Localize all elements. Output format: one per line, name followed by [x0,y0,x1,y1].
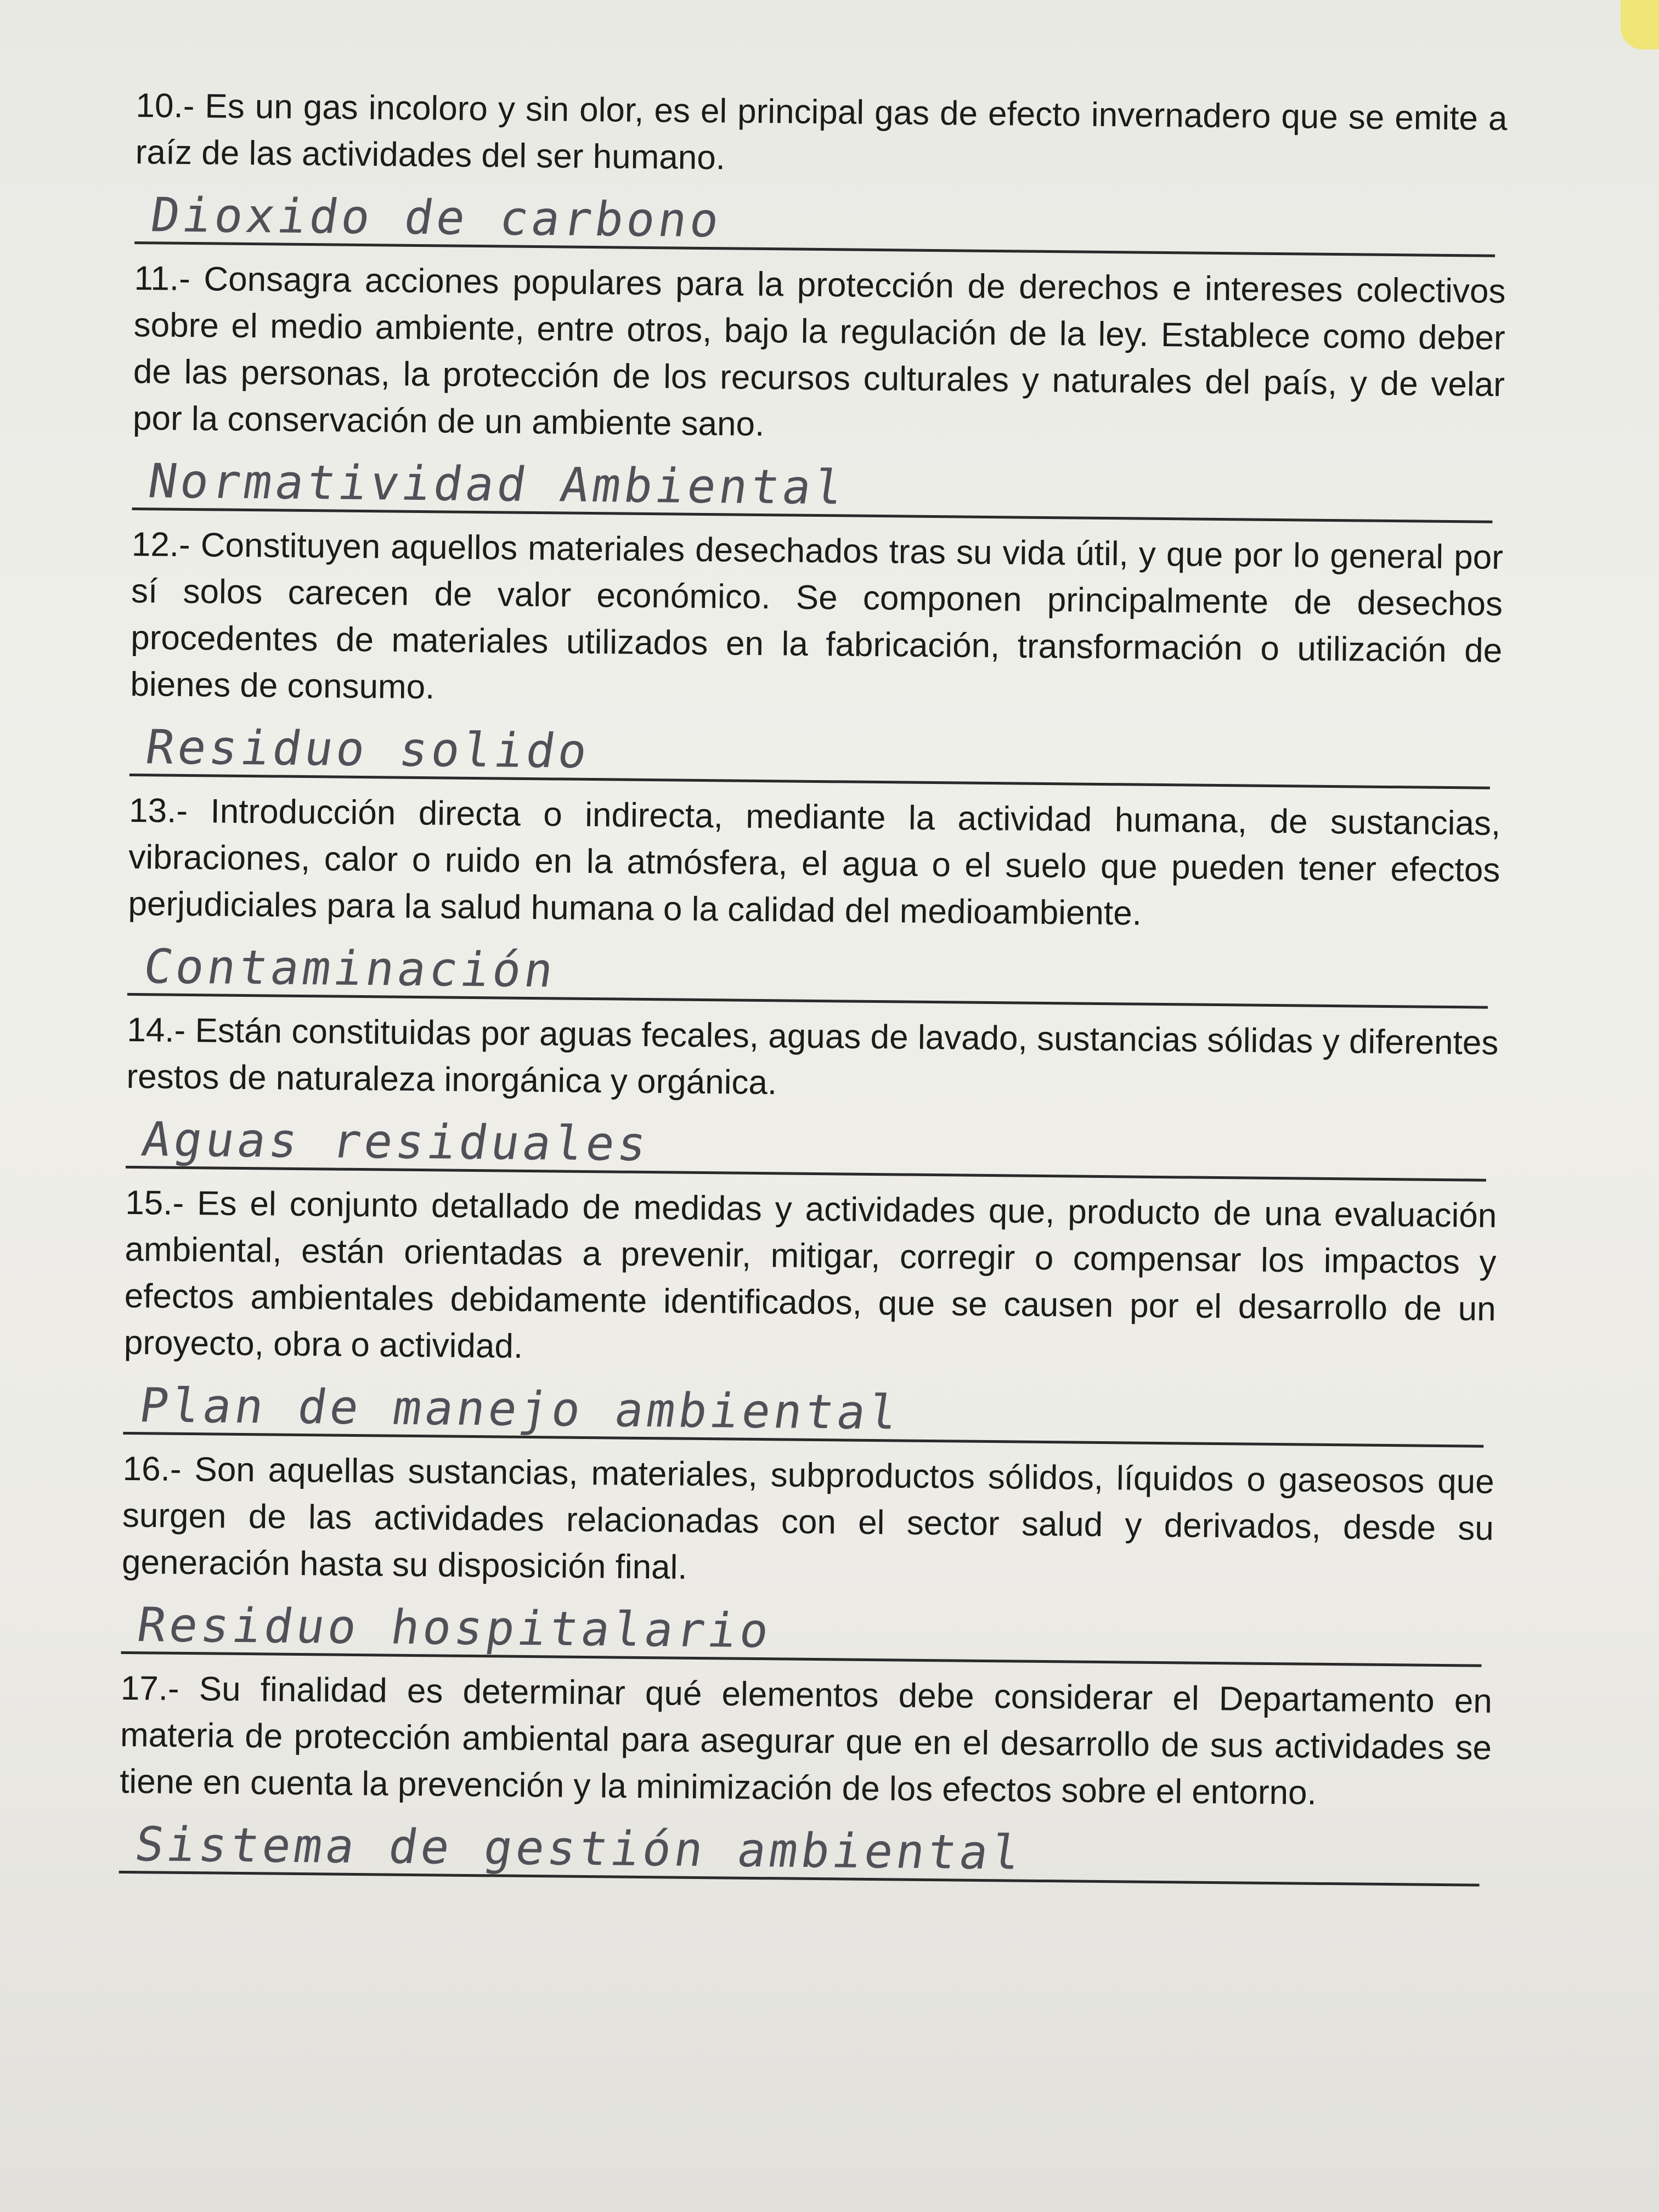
handwritten-answer: Aguas residuales [138,1112,654,1172]
answer-line [127,927,1488,1009]
question-11 [132,255,1506,523]
sticky-note-corner [1621,0,1659,49]
question-text: 12.- Constituyen aquellos materiales desechados tras su vida útil, y que por lo general por sí solos carecen de valor económico. Se componen principalmente de desechos procedentes de materiales utilizados en la fabricación, transformación o utilización de bienes de consumo. [130,525,1504,707]
handwritten-answer: Plan de manejo ambiental [136,1378,905,1441]
question-text: 14.- Están constituidas por aguas fecales, aguas de lavado, sustancias sólidas y diferentes restos de naturaleza inorgánica y orgánica. [126,1011,1499,1102]
answer-line [123,1366,1484,1448]
question-list [119,82,1507,1898]
handwritten-answer: Dioxido de carbono [147,188,726,249]
handwritten-answer: Residuo solido [142,720,594,779]
question-text: 10.- Es un gas incoloro y sin olor, es el principal gas de efecto invernadero que se emite a raíz de las actividades del ser humano. [135,86,1508,177]
question-text: 16.- Son aquellas sustancias, materiales, subproductos sólidos, líquidos o gaseosos que surgen de las actividades relacionadas con el sector salud y derivados, desde su generación hasta su disposición final. [121,1449,1494,1587]
question-text: 17.- Su finalidad es determinar qué elementos debe considerar el Departamento en materia de protección ambiental para asegurar que en el desarrollo de sus actividades se tiene en cuenta la prevención y la minimización de los efectos sobre el entorno. [119,1669,1493,1812]
answer-line [126,1100,1487,1182]
answer-line [129,708,1491,789]
handwritten-answer: Residuo hospitalario [133,1598,776,1659]
question-13 [127,787,1501,1009]
question-text: 11.- Consagra acciones populares para la protección de derechos e intereses colectivos sobre el medio ambiente, entre otros, bajo la regulación de la ley. Establece como deber de las personas, la protección de los recursos culturales y naturales del país, y de velar por la conservación de un ambiente sano. [132,259,1506,444]
answer-line [121,1585,1482,1667]
question-14 [126,1007,1499,1182]
question-10 [134,82,1508,257]
question-17 [119,1665,1493,1887]
question-text: 15.- Es el conjunto detallado de medidas y actividades que, producto de una evaluación ambiental, están orientadas a prevenir, mitigar, corregir o compensar los impactos y efectos ambientales debidamente identificados, que se causen por el desarrollo de un proyecto, obra o actividad. [123,1183,1497,1365]
answer-line [119,1805,1480,1887]
handwritten-answer: Normatividad Ambiental [144,454,850,516]
question-text: 13.- Introducción directa o indirecta, mediante la actividad humana, de sustancias, vibraciones, calor o ruido en la atmósfera, el agua o el suelo que pueden tener efectos perjudiciales para la salud humana o la calidad del medioambiente. [128,791,1501,933]
answer-line [132,442,1493,523]
handwritten-answer: Contaminación [140,939,561,998]
answer-line [134,176,1496,257]
question-15 [123,1180,1497,1448]
handwritten-answer: Sistema de gestión ambiental [131,1817,1028,1881]
question-12 [129,521,1503,789]
question-16 [121,1446,1494,1667]
